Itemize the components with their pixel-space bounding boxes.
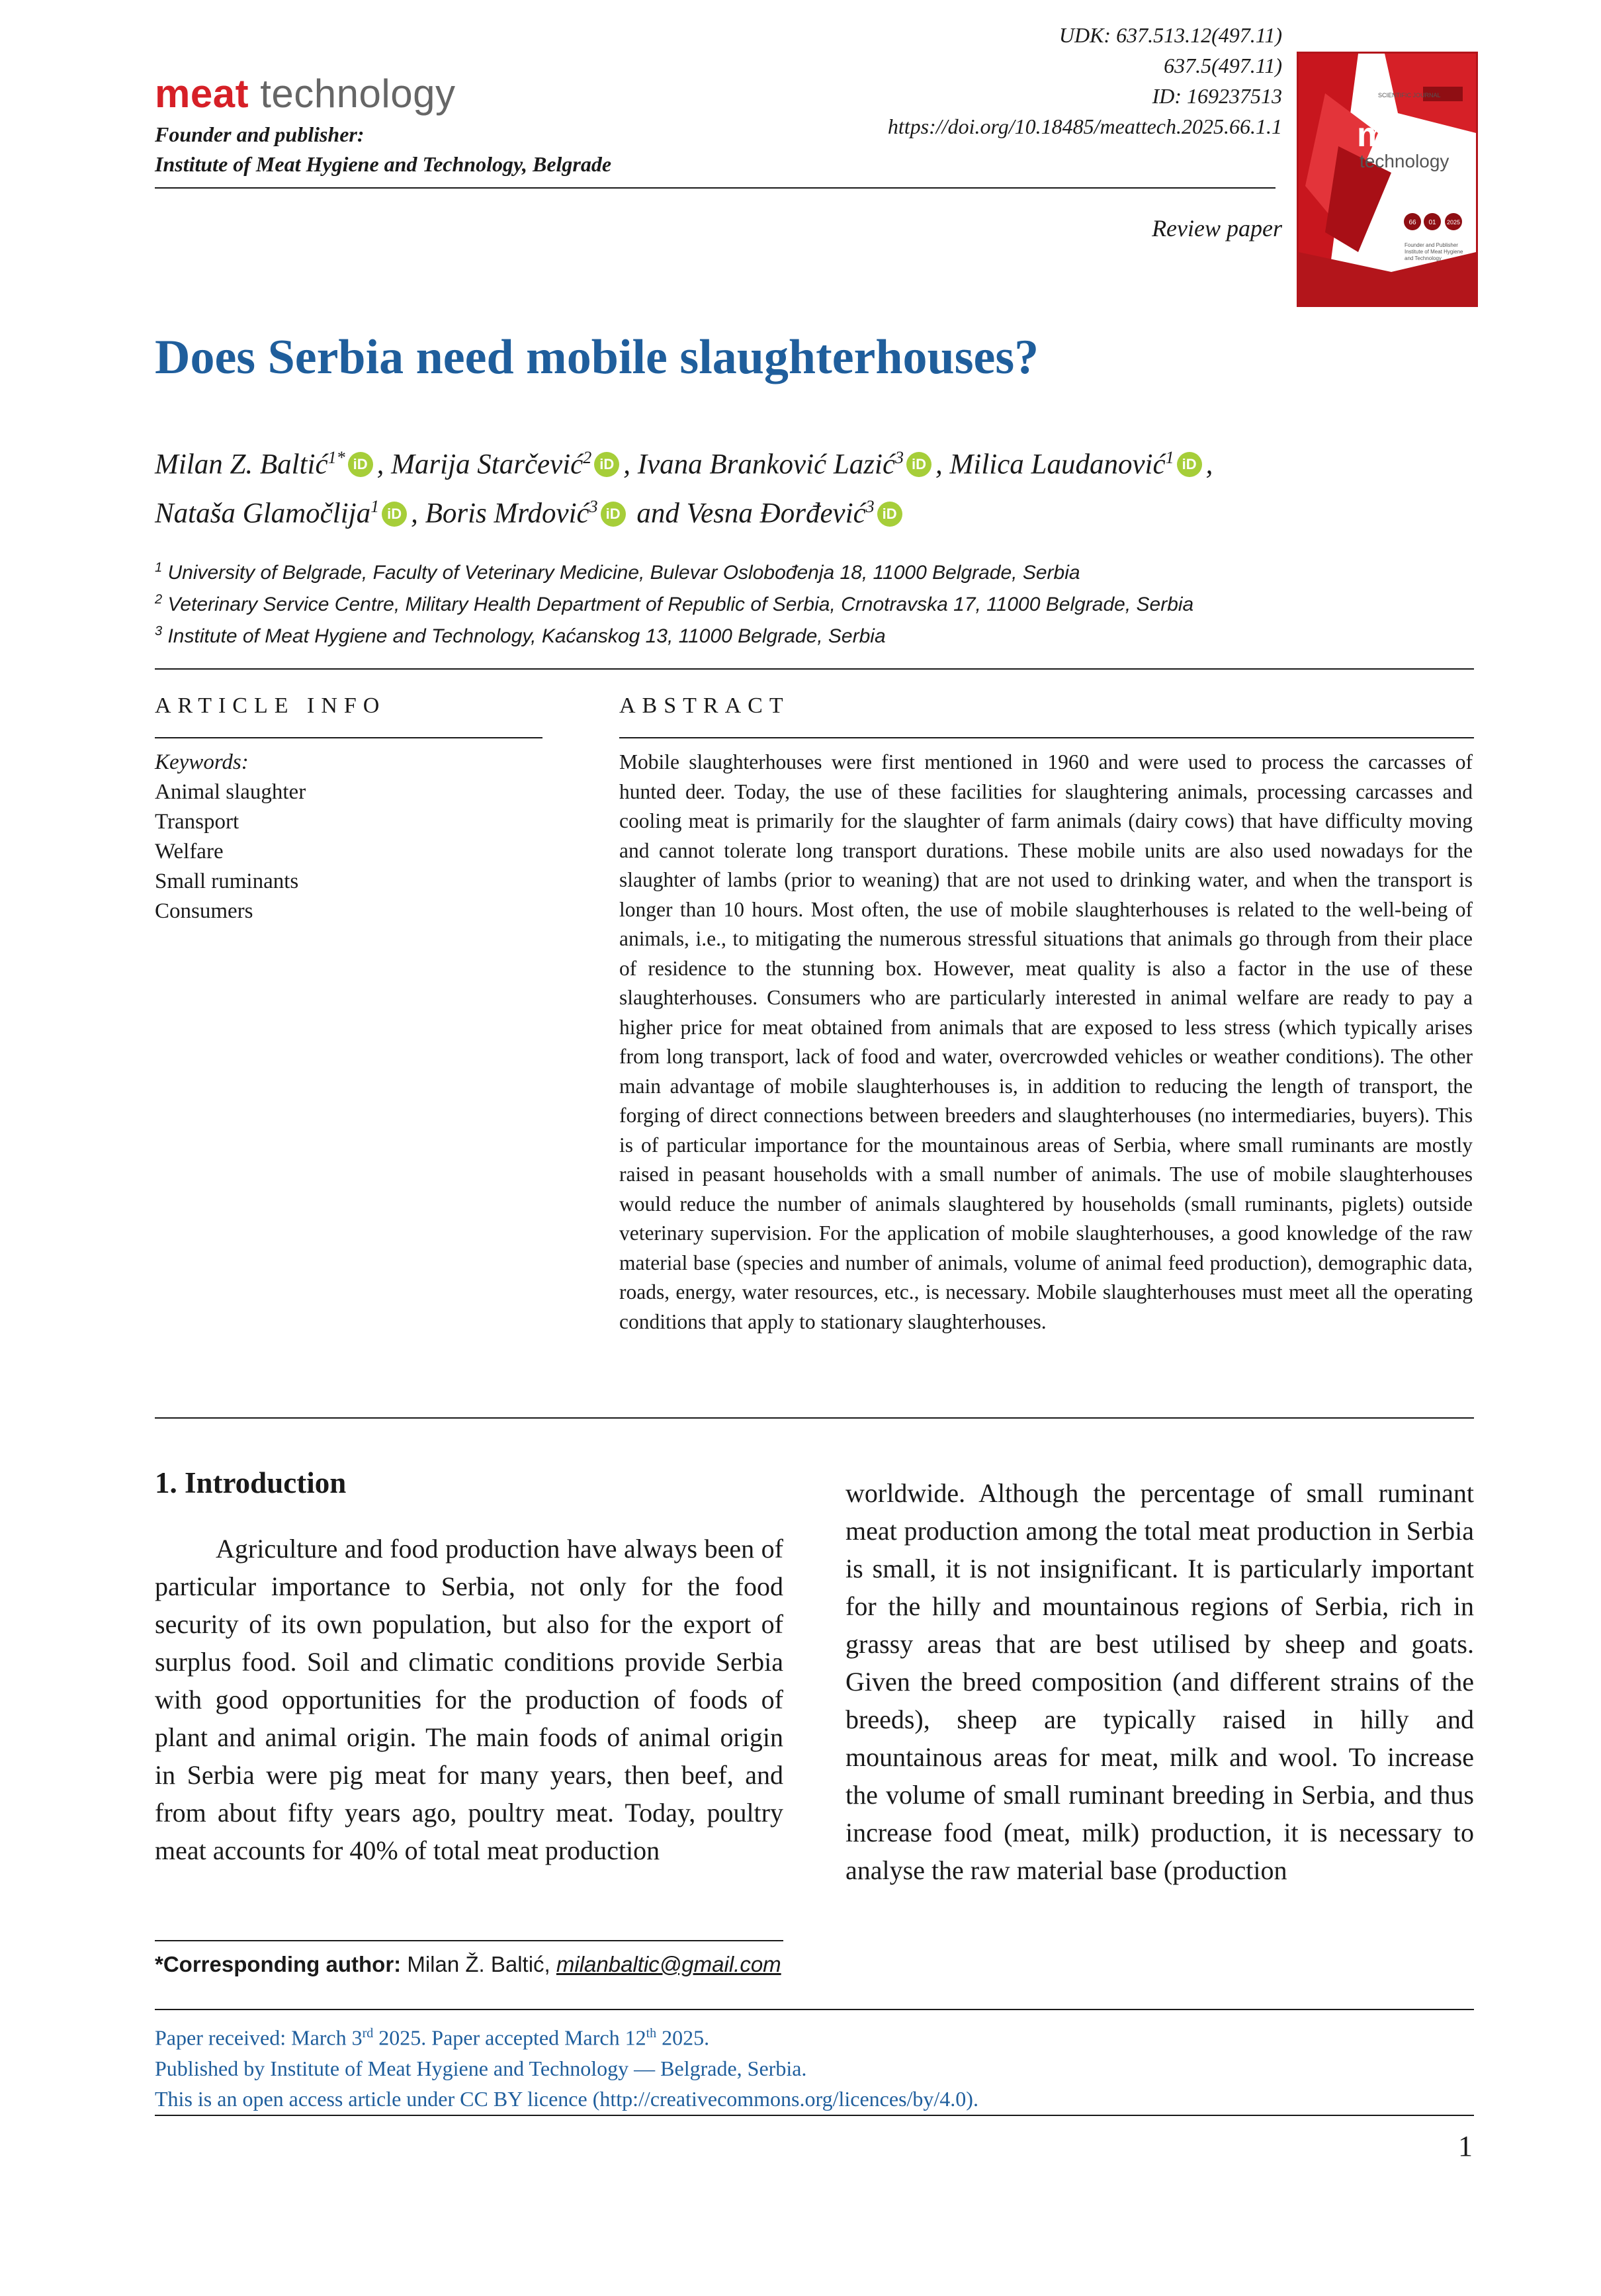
doi-link[interactable]: https://doi.org/10.18485/meattech.2025.66.1.1 [887, 114, 1282, 138]
affiliation-text: Institute of Meat Hygiene and Technology, Kaćanskog 13, 11000 Belgrade, Serbia [167, 625, 886, 647]
published-line: Published by Institute of Meat Hygiene and Technology — Belgrade, Serbia. [155, 2056, 807, 2080]
publication-info [155, 2018, 978, 2114]
orcid-icon[interactable]: iD [877, 502, 902, 527]
abstract-bottom-rule [155, 1417, 1474, 1419]
corresponding-email[interactable]: milanbaltic@gmail.com [556, 1952, 781, 1976]
article-id: ID: 169237513 [1152, 84, 1282, 108]
orcid-icon[interactable]: iD [382, 502, 407, 527]
accepted-text: 2025. Paper accepted March 12 [373, 2025, 646, 2050]
affiliation-text: University of Belgrade, Faculty of Veterinary Medicine, Bulevar Oslobođenja 18, 11000 Belgrade, Serbia [167, 562, 1080, 584]
keyword-item: Welfare [155, 840, 224, 863]
affiliation-item [155, 618, 1193, 650]
author-name: Ivana Branković Lazić [637, 449, 896, 480]
orcid-icon[interactable]: iD [594, 452, 619, 477]
journal-cover [1297, 52, 1478, 307]
keyword-item: Transport [155, 810, 239, 834]
keyword-item: Animal slaughter [155, 780, 306, 804]
author-separator: , [935, 449, 950, 480]
keyword-list [155, 777, 306, 926]
abstract-heading: ABSTRACT [619, 693, 790, 718]
page-number: 1 [1458, 2130, 1473, 2162]
keywords-label: Keywords: [155, 750, 249, 774]
author-name: Milan Z. Baltić [155, 449, 328, 480]
author-name: Milica Laudanović [949, 449, 1166, 480]
orcid-icon[interactable]: iD [348, 452, 373, 477]
author-name: Vesna Đorđević [686, 498, 866, 529]
affiliation-number: 3 [155, 624, 163, 639]
introduction-column-1: Agriculture and food production have always been of particular importance to Serbia, not only for the food security of its own population, but also for the export of surplus food. Soil and climatic conditions provide Serbia with good opportunities for the production of foods of plant and animal origin. The main foods of animal origin in Serbia were pig meat for many years, then beef, and from about fifty years ago, poultry meat. Today, poultry meat accounts for 40% of total meat production [155, 1534, 783, 1865]
author-separator: , [1205, 449, 1213, 480]
cover-art [1299, 54, 1476, 305]
cover-badge-1: 66 [1408, 219, 1416, 226]
affiliation-number: 2 [155, 592, 163, 607]
corresponding-label: *Corresponding author: [155, 1952, 402, 1976]
received-text: Paper received: March 3 [155, 2025, 363, 2050]
cover-title-technology: technology [1360, 151, 1450, 171]
author-affiliation-sup: 1 [1165, 448, 1174, 467]
author-separator: , [623, 449, 638, 480]
footer-top-rule [155, 2009, 1474, 2010]
author-list [155, 437, 1346, 535]
author-separator: and [629, 498, 687, 529]
accepted-year: 2025. [656, 2025, 710, 2050]
orcid-icon[interactable]: iD [601, 502, 626, 527]
licence-line[interactable]: This is an open access article under CC BY licence (http://creativecommons.org/licences/by/4.0). [155, 2086, 978, 2111]
paper-title: Does Serbia need mobile slaughterhouses? [155, 330, 1039, 384]
cover-badge-3: 2025 [1446, 219, 1461, 226]
author-affiliation-sup: 3 [865, 497, 875, 517]
introduction-heading: 1. Introduction [155, 1466, 347, 1499]
abstract-text: Mobile slaughterhouses were first mentioned in 1960 and were used to process the carcasses of hunted deer. Today, the use of these facilities for slaughtering animals, processing carcasses and cooling meat is primarily for the slaughter of farm animals (dairy cows) that have difficulty moving and cannot tolerate long transport durations. These mobile units are also used nowadays for the slaughter of lambs (prior to weaning) that are not used to drinking water, and when the transport is longer than 10 hours. Most often, the use of mobile slaughterhouses is related to the well-being of animals, i.e., to mitigating the numerous stressful situations that animals go through from their place of residence to the stunning box. However, meat quality is also a factor in the use of these slaughterhouses. Consumers who are particularly interested in animal welfare are ready to pay a higher price for meat obtained from animals that are exposed to less stress (which typically arises from long transport, lack of food and water, overcrowded vehicles or weather conditions). The other main advantage of mobile slaughterhouses is, in addition to reducing the length of transport, the forging of direct connections between breeders and slaughterhouses (no intermediaries, buyers). This is of particular importance for the mountainous areas of Serbia, where small ruminants are mostly raised in peasant households with a small number of animals. The use of mobile slaughterhouses would reduce the number of animals slaughtered by households (small ruminants, piglets) outside veterinary supervision. For the application of mobile slaughterhouses, a good knowledge of the raw material base (species and number of animals, volume of animal feed production), demographic data, roads, energy, water resources, etc., is necessary. Mobile slaughterhouses must meet all the operating conditions that apply to stationary slaughterhouses. [619, 750, 1473, 1333]
author-affiliation-sup: 1 [370, 497, 380, 517]
cover-badge-2: 01 [1428, 219, 1436, 226]
author-separator: , [376, 449, 392, 480]
keywords-block [155, 748, 306, 926]
affiliation-number: 1 [155, 560, 163, 575]
author-separator: , [411, 498, 425, 529]
author-affiliation-sup: 1* [327, 448, 345, 467]
article-info-heading: ARTICLE INFO [155, 693, 386, 718]
dates-line [155, 2018, 978, 2053]
footer-bottom-rule [155, 2115, 1474, 2116]
introduction-column-2: worldwide. Although the percentage of small ruminant meat production among the total meat production in Serbia is small, it is not insignificant. It is particularly important for the hilly and mountainous regions of Serbia, rich in grassy areas that are best utilised by sheep and goats. Given the breed composition (and different strains of the breeds), sheep are typically raised in hilly and mountainous areas for meat, milk and wool. To increase the volume of small ruminant breeding in Serbia, and thus increase food (meat, milk) production, it is necessary to analyse the raw material base (production [845, 1478, 1474, 1885]
publisher-label: Founder and publisher: [155, 122, 365, 146]
journal-logo [155, 71, 456, 116]
author-name: Nataša Glamočlija [155, 498, 371, 529]
accepted-sup: th [646, 2026, 657, 2041]
article-info-rule [155, 737, 542, 738]
udk-line-2: 637.5(497.11) [1164, 54, 1282, 77]
cover-journal-label: SCIENTIFIC JOURNAL [1378, 92, 1441, 99]
author-affiliation-sup: 2 [583, 448, 592, 467]
cover-title-meat: meat [1357, 116, 1438, 154]
footnote-rule [155, 1940, 783, 1941]
cover-publisher: Founder and Publisher Institute of Meat Hygiene and Technology [1405, 242, 1463, 261]
author-name: Marija Starčević [391, 449, 584, 480]
logo-meat: meat [155, 71, 249, 116]
affiliation-item [155, 554, 1193, 586]
author-affiliation-sup: 3 [895, 448, 904, 467]
udk-line-1: UDK: 637.513.12(497.11) [1059, 23, 1282, 47]
abstract-rule [619, 737, 1474, 738]
author-affiliation-sup: 3 [589, 497, 598, 517]
logo-technology: technology [260, 71, 456, 116]
affiliation-text: Veterinary Service Centre, Military Health Department of Republic of Serbia, Crnotravska 17, 11000 Belgrade, Serbia [167, 594, 1194, 615]
affiliation-list [155, 554, 1193, 650]
info-top-rule [155, 668, 1474, 670]
orcid-icon[interactable]: iD [1177, 452, 1202, 477]
orcid-icon[interactable]: iD [906, 452, 931, 477]
paper-type: Review paper [1152, 215, 1282, 242]
author-name: Boris Mrdović [425, 498, 589, 529]
publisher-name: Institute of Meat Hygiene and Technology, Belgrade [155, 152, 612, 176]
header-rule [155, 187, 1276, 189]
affiliation-item [155, 586, 1193, 618]
corresponding-author [155, 1952, 781, 1977]
keyword-item: Consumers [155, 899, 253, 923]
keyword-item: Small ruminants [155, 869, 299, 893]
received-sup: rd [362, 2026, 374, 2041]
article-identifiers [888, 20, 1282, 142]
corresponding-name: Milan Ž. Baltić, [407, 1952, 550, 1976]
